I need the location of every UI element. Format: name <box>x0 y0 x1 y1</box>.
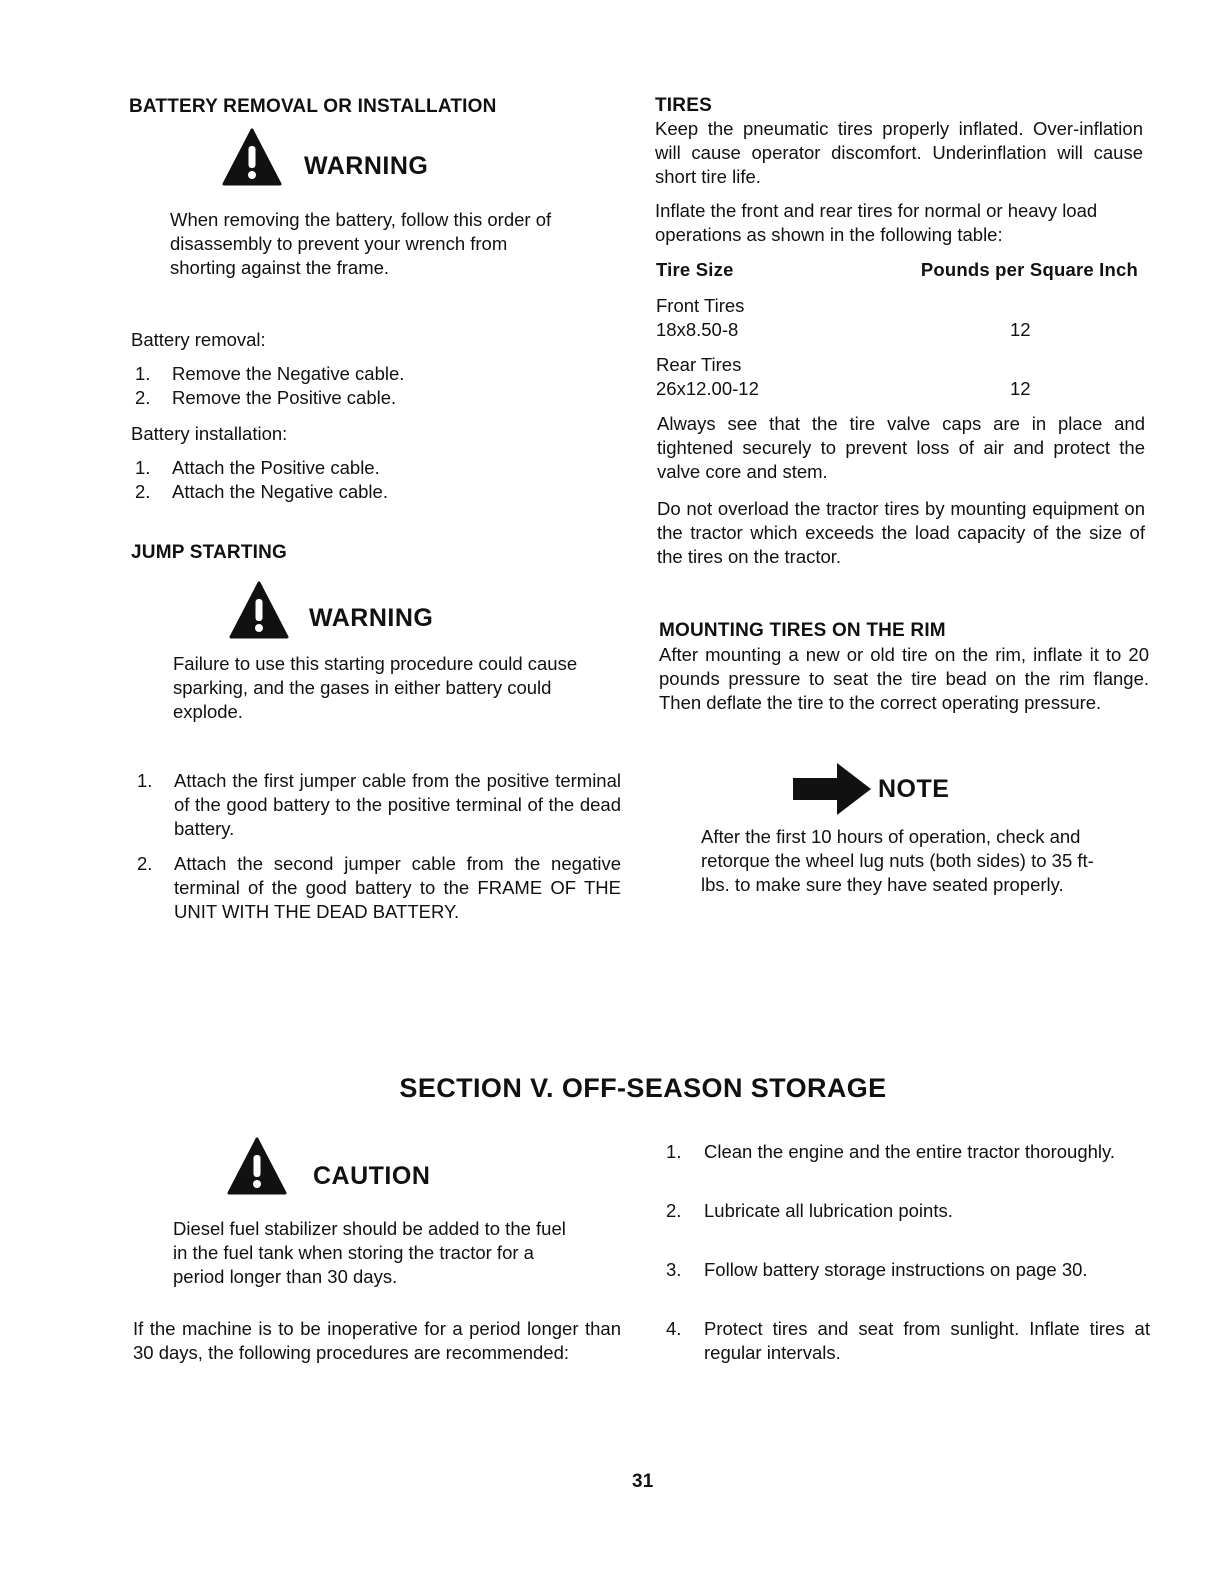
tire-pressure-table <box>656 258 1138 401</box>
table-row <box>656 294 1138 342</box>
step-number: 1. <box>666 1141 682 1162</box>
jump-warning-banner <box>229 581 433 639</box>
step-text: Attach the Positive cable. <box>172 457 380 478</box>
step-number: 1. <box>135 363 151 384</box>
battery-heading: BATTERY REMOVAL OR INSTALLATION <box>129 96 497 117</box>
step-number: 2. <box>135 481 151 502</box>
list-item <box>135 480 575 504</box>
section-title: SECTION V. OFF-SEASON STORAGE <box>399 1073 887 1103</box>
list-item <box>666 1140 1150 1164</box>
tire-psi-value: 12 <box>1010 319 1031 340</box>
step-number: 1. <box>137 770 153 791</box>
table-header-psi: Pounds per Square Inch <box>920 259 1138 280</box>
battery-removal-steps <box>135 362 575 410</box>
list-item <box>135 386 575 410</box>
tires-para-4: Do not overload the tractor tires by mounting equipment on the tractor which exceeds the load capacity of the size of the tires on the tractor. <box>657 498 1145 567</box>
battery-warning-text: When removing the battery, follow this order of disassembly to prevent your wrench from shorting against the frame. <box>170 209 552 278</box>
tire-size-value: 18x8.50-8 <box>656 319 739 340</box>
tire-row-values <box>656 318 1138 342</box>
warning-triangle-icon <box>222 128 282 186</box>
step-text: Clean the engine and the entire tractor thoroughly. <box>704 1141 1116 1162</box>
step-text: Attach the Negative cable. <box>172 481 388 502</box>
step-text: Lubricate all lubrication points. <box>704 1200 953 1221</box>
step-text: Remove the Positive cable. <box>172 387 397 408</box>
jump-warning-text: Failure to use this starting procedure could cause sparking, and the gases in either battery could explode. <box>173 653 578 722</box>
tires-para-1: Keep the pneumatic tires properly inflated. Over-inflation will cause operator discomfort. Underinflation will cause short tire life. <box>655 118 1143 187</box>
note-banner <box>791 761 949 817</box>
storage-steps <box>666 1140 1150 1365</box>
table-row <box>656 353 1138 401</box>
battery-installation-steps <box>135 456 575 504</box>
tire-group-name: Rear Tires <box>656 354 742 375</box>
warning-label: WARNING <box>309 604 434 632</box>
battery-installation-label: Battery installation: <box>131 423 288 444</box>
tires-para-2: Inflate the front and rear tires for normal or heavy load operations as shown in the following table: <box>655 200 1098 245</box>
arrow-right-icon <box>791 761 873 817</box>
step-number: 2. <box>666 1200 682 1221</box>
list-item <box>135 456 575 480</box>
step-number: 4. <box>666 1318 682 1339</box>
warning-triangle-icon <box>229 581 289 639</box>
tire-row-values <box>656 377 1138 401</box>
table-header <box>656 258 1138 282</box>
jump-steps <box>137 769 621 924</box>
mounting-heading: MOUNTING TIRES ON THE RIM <box>659 620 946 641</box>
battery-warning-banner <box>222 128 428 186</box>
tire-psi-value: 12 <box>1010 378 1031 399</box>
step-text: Remove the Negative cable. <box>172 363 405 384</box>
list-item <box>666 1199 1150 1223</box>
warning-triangle-icon <box>227 1137 287 1195</box>
step-text: Attach the second jumper cable from the negative terminal of the good battery to the FRAME OF THE UNIT WITH THE DEAD BATTERY. <box>174 853 621 922</box>
jump-heading: JUMP STARTING <box>131 542 288 563</box>
list-item <box>135 362 575 386</box>
list-item <box>137 769 621 841</box>
step-number: 1. <box>135 457 151 478</box>
tires-para-3: Always see that the tire valve caps are in place and tightened securely to prevent loss of air and protect the valve core and stem. <box>657 413 1145 482</box>
note-text: After the first 10 hours of operation, check and retorque the wheel lug nuts (both sides) to 35 ft-lbs. to make sure they have seated properly. <box>701 826 1094 895</box>
step-text: Protect tires and seat from sunlight. Inflate tires at regular intervals. <box>704 1318 1150 1363</box>
caution-banner <box>227 1137 430 1195</box>
note-label: NOTE <box>878 774 950 803</box>
step-number: 3. <box>666 1259 682 1280</box>
storage-intro: If the machine is to be inoperative for a period longer than 30 days, the following procedures are recommended: <box>133 1318 621 1363</box>
list-item <box>137 852 621 924</box>
page-number: 31 <box>632 1471 654 1492</box>
battery-removal-label: Battery removal: <box>131 329 266 350</box>
step-number: 2. <box>137 853 153 874</box>
step-number: 2. <box>135 387 151 408</box>
list-item <box>666 1258 1150 1282</box>
mounting-text: After mounting a new or old tire on the rim, inflate it to 20 pounds pressure to seat the tire bead on the rim flange. Then deflate the tire to the correct operating pressure. <box>659 644 1149 713</box>
caution-text: Diesel fuel stabilizer should be added to the fuel in the fuel tank when storing the tractor for a period longer than 30 days. <box>173 1218 566 1287</box>
tire-group-name: Front Tires <box>656 295 745 316</box>
list-item <box>666 1317 1150 1365</box>
table-header-tire-size: Tire Size <box>656 259 734 280</box>
caution-label: CAUTION <box>313 1162 431 1190</box>
tire-size-value: 26x12.00-12 <box>656 378 759 399</box>
tires-heading: TIRES <box>655 95 712 116</box>
warning-label: WARNING <box>304 152 429 180</box>
step-text: Attach the first jumper cable from the positive terminal of the good battery to the positive terminal of the dead battery. <box>174 770 621 839</box>
step-text: Follow battery storage instructions on page 30. <box>704 1259 1088 1280</box>
